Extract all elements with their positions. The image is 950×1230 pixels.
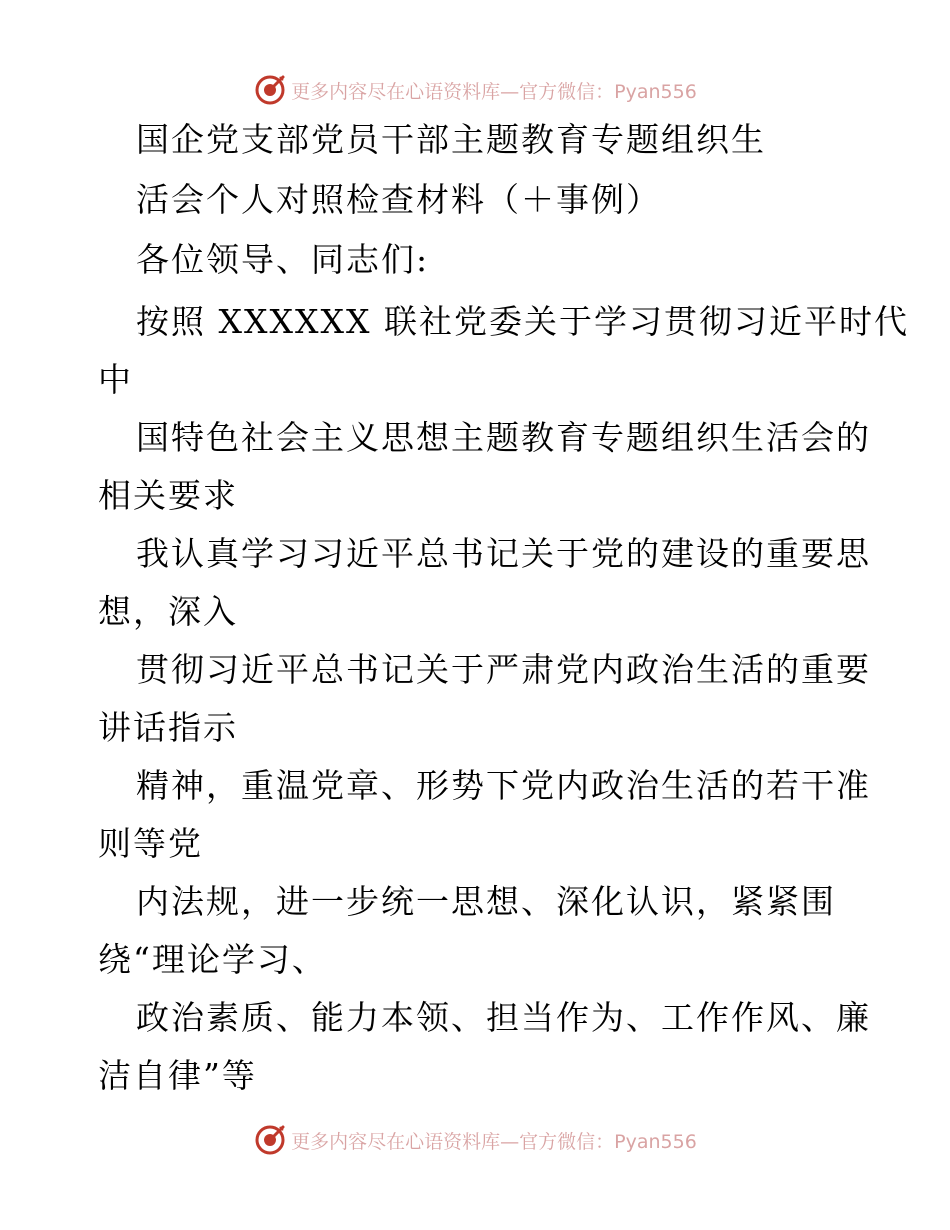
document-title-line-2: 活会个人对照检查材料（＋事例） bbox=[136, 180, 661, 219]
brand-logo-icon bbox=[253, 1123, 287, 1157]
paragraph-line: 内法规，进一步统一思想、深化认识，紧紧围 bbox=[136, 882, 836, 921]
paragraph-line: 我认真学习习近平总书记关于党的建设的重要思 bbox=[136, 534, 871, 573]
paragraph-line: 国特色社会主义思想主题教育专题组织生活会的 bbox=[136, 418, 871, 457]
paragraph-line: 精神，重温党章、形势下党内政治生活的若干准 bbox=[136, 766, 871, 805]
paragraph-line: 按照 XXXXXX 联社党委关于学习贯彻习近平时代 bbox=[136, 302, 909, 341]
paragraph-line: 则等党 bbox=[98, 824, 203, 863]
paragraph-line: 政治素质、能力本领、担当作为、工作作风、廉 bbox=[136, 998, 871, 1037]
paragraph-line: 中 bbox=[98, 360, 133, 399]
brand-logo-icon bbox=[253, 73, 287, 107]
document-title-line-1: 国企党支部党员干部主题教育专题组织生 bbox=[136, 120, 766, 159]
footer-banner-text: 更多内容尽在心语资料库—官方微信：Pyan556 bbox=[291, 1130, 697, 1153]
paragraph-line: 讲话指示 bbox=[98, 708, 238, 747]
footer-banner bbox=[0, 1118, 950, 1162]
paragraph-line: 贯彻习近平总书记关于严肃党内政治生活的重要 bbox=[136, 650, 871, 689]
header-banner bbox=[0, 68, 950, 112]
header-banner-text: 更多内容尽在心语资料库—官方微信：Pyan556 bbox=[291, 80, 697, 103]
paragraph-line: 绕“理论学习、 bbox=[98, 940, 327, 979]
paragraph-line: 洁自律”等 bbox=[98, 1056, 257, 1095]
paragraph-line: 想，深入 bbox=[98, 592, 238, 631]
salutation: 各位领导、同志们: bbox=[136, 240, 430, 279]
paragraph-line: 相关要求 bbox=[98, 476, 238, 515]
